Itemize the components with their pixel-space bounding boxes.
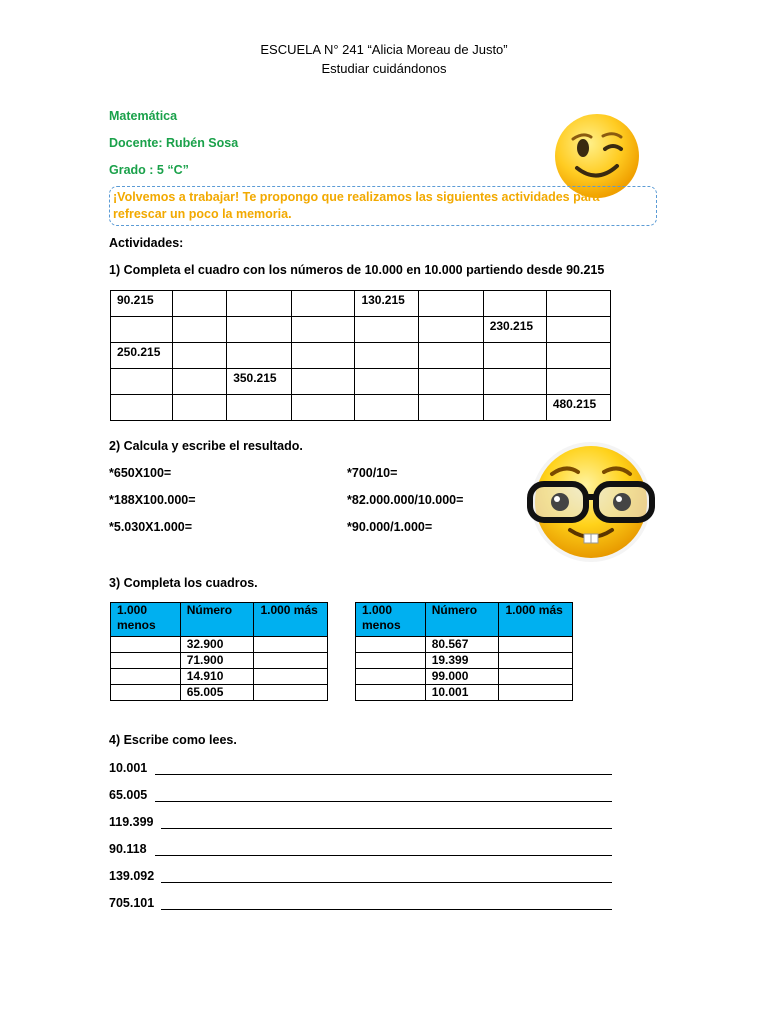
grid-row — [111, 291, 611, 317]
answer-cell[interactable] — [254, 669, 328, 685]
grid-cell-blank[interactable] — [355, 317, 418, 343]
answer-line[interactable] — [155, 774, 612, 775]
calc-right-3: *90.000/1.000= — [347, 520, 433, 534]
grid-row — [111, 343, 611, 369]
number-cell: 99.000 — [425, 669, 499, 685]
activities-label: Actividades: — [109, 236, 184, 250]
grid-cell-blank[interactable] — [546, 317, 610, 343]
exercise-3-title: 3) Completa los cuadros. — [109, 576, 258, 590]
answer-cell[interactable] — [499, 637, 573, 653]
calc-left-2: *188X100.000= — [109, 493, 196, 507]
answer-cell[interactable] — [356, 653, 426, 669]
calc-left-1: *650X100= — [109, 466, 172, 480]
subject-label: Matemática — [109, 109, 178, 123]
grid-cell-blank[interactable] — [418, 291, 483, 317]
grid-cell-blank[interactable] — [173, 343, 227, 369]
grid-cell-blank[interactable] — [546, 343, 610, 369]
grid-cell-blank[interactable] — [111, 395, 173, 421]
nerd-glasses-emoji-icon — [522, 440, 660, 565]
calc-right-1: *700/10= — [347, 466, 398, 480]
grid-cell-blank[interactable] — [111, 317, 173, 343]
grid-cell-blank[interactable] — [173, 291, 227, 317]
answer-cell[interactable] — [499, 685, 573, 701]
complete-table-right — [355, 602, 573, 701]
grid-cell-blank[interactable] — [483, 395, 546, 421]
number-grid-table — [110, 290, 611, 421]
answer-line[interactable] — [161, 909, 612, 910]
header-1000-less: 1.000 menos — [111, 603, 181, 637]
grid-cell-blank[interactable] — [292, 343, 355, 369]
grid-cell-given: 480.215 — [546, 395, 610, 421]
grid-cell-blank[interactable] — [173, 317, 227, 343]
answer-line[interactable] — [161, 882, 612, 883]
grid-cell-blank[interactable] — [292, 369, 355, 395]
grid-cell-blank[interactable] — [173, 395, 227, 421]
grid-cell-given: 90.215 — [111, 291, 173, 317]
read-number-label: 65.005 — [109, 788, 148, 802]
exercise-4-title: 4) Escribe como lees. — [109, 733, 237, 747]
grid-row — [111, 395, 611, 421]
grid-cell-blank[interactable] — [418, 317, 483, 343]
grid-cell-blank[interactable] — [111, 369, 173, 395]
number-cell: 65.005 — [180, 685, 254, 701]
calc-left-3: *5.030X1.000= — [109, 520, 193, 534]
grid-cell-blank[interactable] — [418, 343, 483, 369]
answer-cell[interactable] — [254, 637, 328, 653]
grid-cell-blank[interactable] — [355, 369, 418, 395]
answer-cell[interactable] — [499, 669, 573, 685]
answer-cell[interactable] — [356, 685, 426, 701]
grid-cell-given: 230.215 — [483, 317, 546, 343]
number-cell: 19.399 — [425, 653, 499, 669]
answer-cell[interactable] — [254, 653, 328, 669]
grade-label: Grado : 5 “C” — [109, 163, 189, 177]
answer-line[interactable] — [161, 828, 612, 829]
answer-cell[interactable] — [254, 685, 328, 701]
grid-cell-blank[interactable] — [292, 395, 355, 421]
answer-cell[interactable] — [111, 637, 181, 653]
grid-cell-blank[interactable] — [292, 291, 355, 317]
complete-table-left — [110, 602, 328, 701]
grid-cell-blank[interactable] — [292, 317, 355, 343]
header-number: Número — [425, 603, 499, 637]
header-1000-more: 1.000 más — [499, 603, 573, 637]
answer-cell[interactable] — [111, 653, 181, 669]
number-cell: 32.900 — [180, 637, 254, 653]
read-number-label: 10.001 — [109, 761, 148, 775]
school-motto: Estudiar cuidándonos — [321, 61, 447, 76]
grid-cell-blank[interactable] — [227, 317, 292, 343]
grid-cell-given: 350.215 — [227, 369, 292, 395]
number-cell: 71.900 — [180, 653, 254, 669]
grid-cell-blank[interactable] — [227, 291, 292, 317]
grid-cell-given: 250.215 — [111, 343, 173, 369]
read-number-label: 90.118 — [109, 842, 147, 856]
read-number-label: 139.092 — [109, 869, 155, 883]
grid-cell-blank[interactable] — [355, 395, 418, 421]
grid-cell-blank[interactable] — [227, 395, 292, 421]
answer-cell[interactable] — [356, 669, 426, 685]
number-cell: 80.567 — [425, 637, 499, 653]
answer-cell[interactable] — [499, 653, 573, 669]
grid-cell-blank[interactable] — [227, 343, 292, 369]
school-name: ESCUELA N° 241 “Alicia Moreau de Justo” — [260, 42, 508, 57]
answer-line[interactable] — [155, 855, 612, 856]
grid-cell-blank[interactable] — [173, 369, 227, 395]
grid-cell-blank[interactable] — [546, 291, 610, 317]
exercise-1-title: 1) Completa el cuadro con los números de 10.000 en 10.000 partiendo desde 90.215 — [109, 263, 605, 277]
grid-cell-blank[interactable] — [418, 395, 483, 421]
grid-row — [111, 317, 611, 343]
read-number-label: 705.101 — [109, 896, 155, 910]
grid-cell-blank[interactable] — [483, 291, 546, 317]
answer-cell[interactable] — [111, 685, 181, 701]
header-number: Número — [180, 603, 254, 637]
notice-box: ¡Volvemos a trabajar! Te propongo que realizamos las siguientes actividades para refrescar un poco la memoria. — [109, 186, 657, 226]
header-1000-less: 1.000 menos — [356, 603, 426, 637]
number-cell: 14.910 — [180, 669, 254, 685]
teacher-label: Docente: Rubén Sosa — [109, 136, 239, 150]
grid-cell-blank[interactable] — [546, 369, 610, 395]
grid-cell-blank[interactable] — [418, 369, 483, 395]
grid-cell-blank[interactable] — [483, 369, 546, 395]
grid-cell-given: 130.215 — [355, 291, 418, 317]
grid-cell-blank[interactable] — [483, 343, 546, 369]
answer-cell[interactable] — [356, 637, 426, 653]
read-number-label: 119.399 — [109, 815, 154, 829]
number-cell: 10.001 — [425, 685, 499, 701]
exercise-2-title: 2) Calcula y escribe el resultado. — [109, 439, 303, 453]
answer-cell[interactable] — [111, 669, 181, 685]
grid-row — [111, 369, 611, 395]
grid-cell-blank[interactable] — [355, 343, 418, 369]
header-1000-more: 1.000 más — [254, 603, 328, 637]
calc-right-2: *82.000.000/10.000= — [347, 493, 464, 507]
answer-line[interactable] — [155, 801, 612, 802]
